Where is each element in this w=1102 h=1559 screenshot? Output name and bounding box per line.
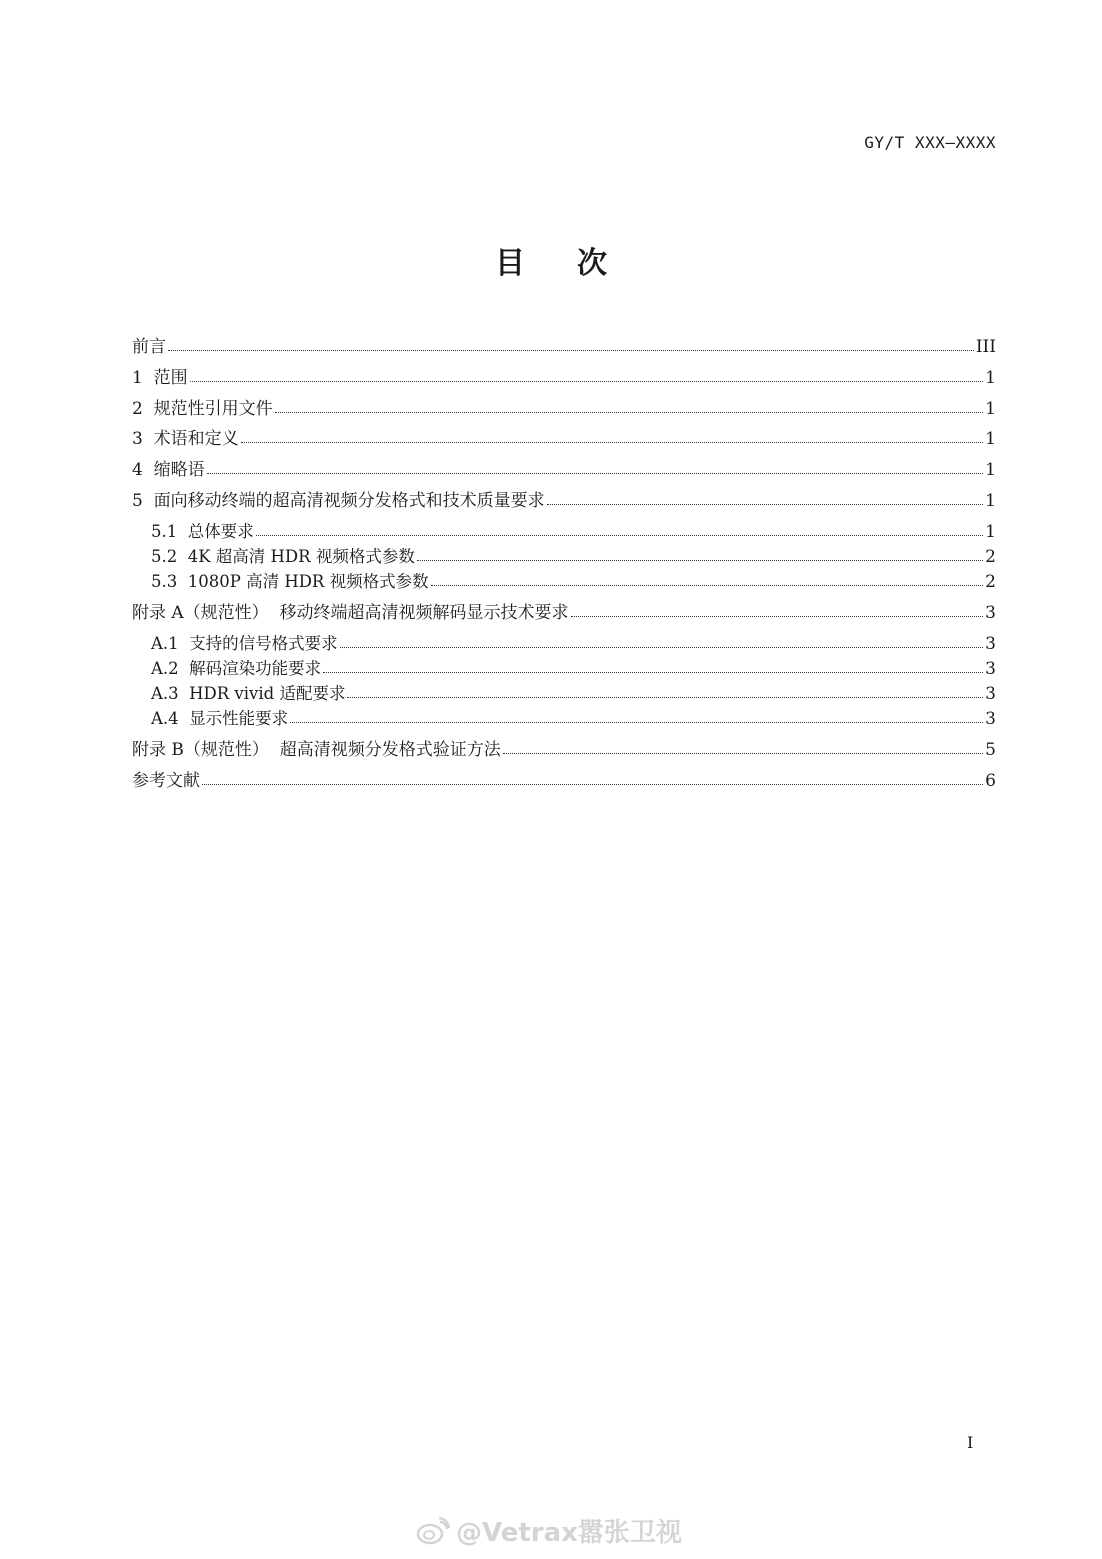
toc-entry[interactable] [132, 516, 996, 542]
toc-entry[interactable] [132, 653, 996, 679]
toc-title: 目次 [495, 246, 659, 281]
toc-entry-page: 1 [985, 491, 996, 511]
toc-entry-label: 5.3 1080P 高清 HDR 视频格式参数 [151, 572, 429, 591]
toc-leader-dots [190, 381, 984, 382]
watermark [416, 1512, 682, 1549]
toc-entry[interactable] [132, 362, 996, 388]
toc-leader-dots [340, 647, 984, 648]
toc-leader-dots [290, 722, 983, 723]
toc-entry-label: A.1 支持的信号格式要求 [151, 634, 338, 653]
toc-entry-page: III [975, 337, 996, 357]
toc-entry-page: 1 [985, 399, 996, 419]
toc-entry-page: 2 [985, 547, 996, 567]
toc-entry-label: A.4 显示性能要求 [151, 709, 289, 728]
toc-entry-label: 5.1 总体要求 [151, 522, 254, 541]
toc-entry[interactable] [132, 423, 996, 449]
toc-entry[interactable] [132, 597, 996, 623]
toc-entry[interactable] [132, 678, 996, 704]
toc-entry[interactable] [132, 703, 996, 729]
toc-entry-page: 3 [985, 634, 996, 654]
toc-entry[interactable] [132, 628, 996, 654]
toc-entry[interactable] [132, 485, 996, 511]
toc-entry-label: 参考文献 [132, 771, 200, 791]
toc-leader-dots [241, 442, 984, 443]
toc-leader-dots [347, 697, 983, 698]
toc-leader-dots [207, 473, 984, 474]
toc-entry-label: 3 术语和定义 [132, 429, 239, 449]
toc-entry-page: 2 [985, 572, 996, 592]
toc-entry[interactable] [132, 454, 996, 480]
toc-entry-page: 6 [985, 771, 996, 791]
toc-leader-dots [547, 504, 984, 505]
toc-leader-dots [323, 672, 983, 673]
toc-entry-page: 1 [985, 460, 996, 480]
toc-entry-page: 3 [985, 709, 996, 729]
document-code: GY/T XXX—XXXX [864, 133, 996, 152]
toc-leader-dots [571, 616, 984, 617]
toc-leader-dots [417, 560, 983, 561]
toc-leader-dots [168, 350, 974, 351]
toc-entry[interactable] [132, 566, 996, 592]
toc-entry-label: A.3 HDR vivid 适配要求 [151, 684, 346, 703]
toc-entry-label: 5.2 4K 超高清 HDR 视频格式参数 [151, 547, 415, 566]
watermark-text: @Vetrax嚣张卫视 [456, 1518, 682, 1548]
toc-entry[interactable] [132, 541, 996, 567]
toc-leader-dots [431, 585, 984, 586]
toc-entry[interactable] [132, 393, 996, 419]
toc-leader-dots [256, 535, 983, 536]
toc-entry[interactable] [132, 734, 996, 760]
toc-entry[interactable] [132, 765, 996, 791]
toc-entry-label: 前言 [132, 337, 166, 357]
toc-entry-page: 3 [985, 659, 996, 679]
toc-entry-page: 5 [985, 740, 996, 760]
toc-leader-dots [275, 412, 984, 413]
toc-entry-page: 1 [985, 522, 996, 542]
toc-entry-page: 1 [985, 429, 996, 449]
toc-leader-dots [202, 784, 983, 785]
page-number: I [967, 1433, 974, 1452]
toc-entry-label: 2 规范性引用文件 [132, 399, 273, 419]
toc-entry-label: A.2 解码渲染功能要求 [151, 659, 322, 678]
toc-entry-label: 1 范围 [132, 368, 188, 388]
toc-leader-dots [503, 753, 983, 754]
toc-entry-page: 3 [985, 603, 996, 623]
toc-entry-label: 附录 A（规范性） 移动终端超高清视频解码显示技术要求 [132, 603, 569, 623]
toc-entry-label: 4 缩略语 [132, 460, 205, 480]
toc-entry[interactable] [132, 331, 996, 357]
weibo-icon [416, 1517, 450, 1545]
toc-entry-label: 5 面向移动终端的超高清视频分发格式和技术质量要求 [132, 491, 545, 511]
toc-entry-page: 3 [985, 684, 996, 704]
toc-entry-page: 1 [985, 368, 996, 388]
toc-entry-label: 附录 B（规范性） 超高清视频分发格式验证方法 [132, 740, 501, 760]
